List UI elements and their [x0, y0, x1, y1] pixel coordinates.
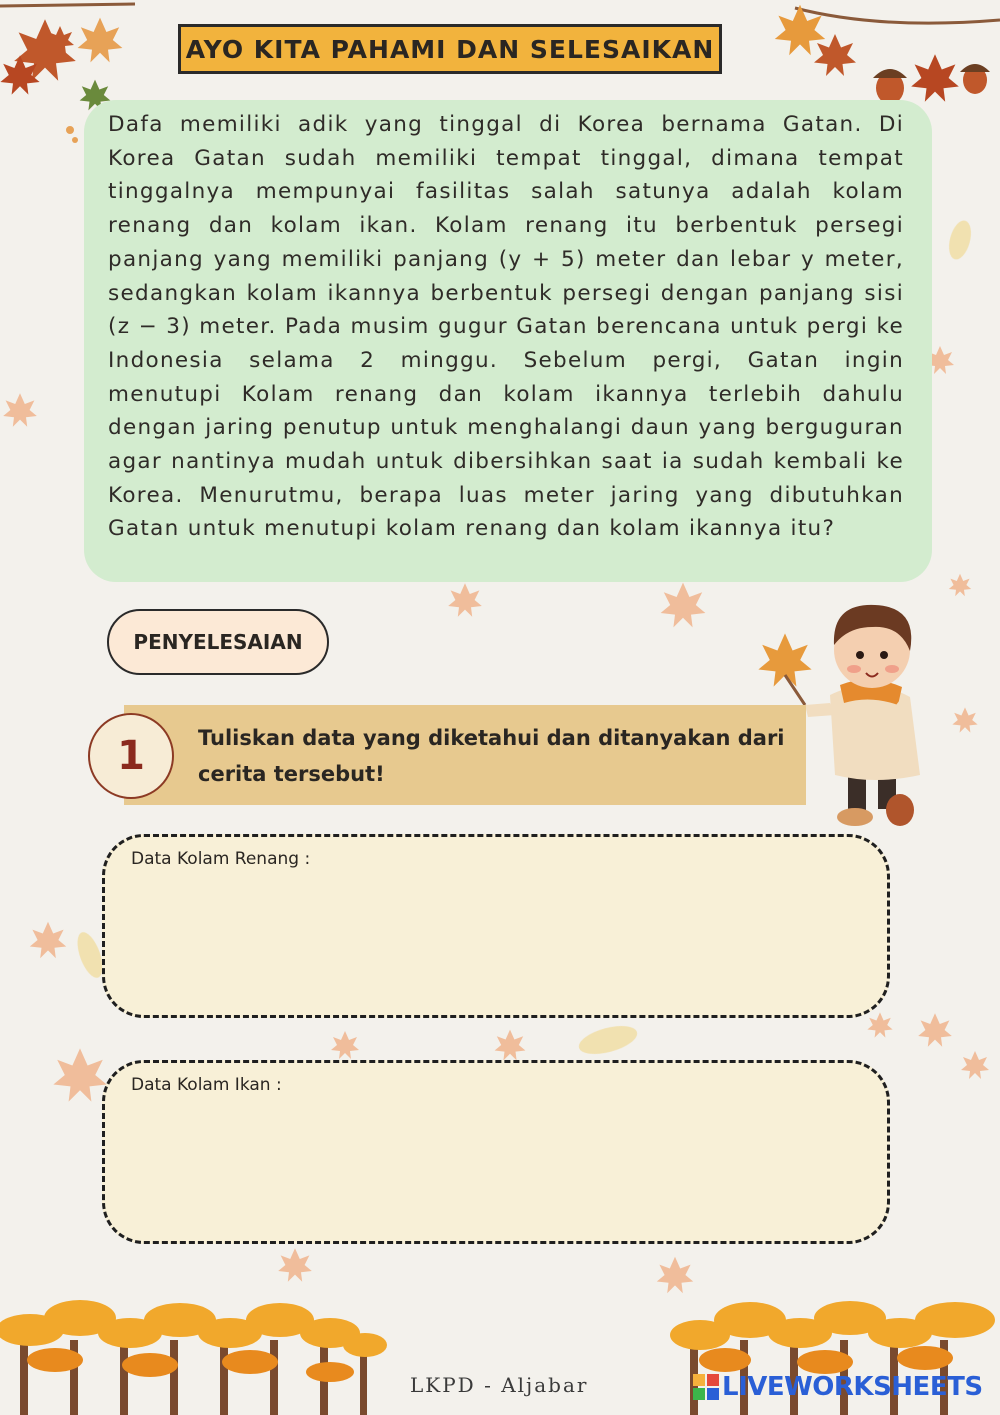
answer-input-kolam-ikan[interactable]: [129, 1107, 863, 1223]
answer-label-kolam-ikan: Data Kolam Ikan :: [131, 1075, 282, 1095]
step-instruction: Tuliskan data yang diketahui dan ditanyakan dari cerita tersebut!: [198, 726, 785, 786]
story-box: [84, 100, 932, 582]
step-number: 1: [117, 733, 145, 779]
solution-heading: [107, 609, 329, 675]
solution-heading-label: PENYELESAIAN: [133, 630, 303, 654]
step-number-badge: [88, 713, 174, 799]
answer-label-kolam-renang: Data Kolam Renang :: [131, 849, 311, 869]
autumn-tree-icon: [0, 1300, 387, 1415]
title-banner: [178, 24, 722, 74]
acorn-icon: [960, 64, 990, 94]
page-title: AYO KITA PAHAMI DAN SELESAIKAN: [185, 34, 715, 64]
answer-box-kolam-renang: [102, 834, 890, 1018]
watermark-text: LIVEWORKSHEETS: [722, 1372, 983, 1402]
answer-box-kolam-ikan: [102, 1060, 890, 1244]
liveworksheets-logo-icon: [692, 1373, 720, 1401]
acorn-icon: [873, 69, 907, 104]
footer-text: LKPD - Aljabar: [410, 1373, 589, 1397]
story-text: Dafa memiliki adik yang tinggal di Korea bernama Gatan. Di Korea Gatan sudah memiliki tempat tinggal, dimana tempat tinggalnya mempunyai fasilitas salah satunya adalah kolam renang dan kolam ikan. Kolam renang itu berbentuk persegi panjang yang memiliki panjang (y + 5) meter dan lebar y meter, sedangkan kolam ikannya berbentuk persegi dengan panjang sisi (z − 3) meter. Pada musim gugur Gatan berencana untuk pergi ke Indonesia selama 2 minggu. Sebelum pergi, Gatan ingin menutupi Kolam renang dan kolam ikannya terlebih dahulu dengan jaring penutup untuk menghalangi daun yang berguguran agar nantinya mudah untuk dibersihkan saat ia sudah kembali ke Korea. Menurutmu, berapa luas meter jaring yang dibutuhkan Gatan untuk menutupi kolam renang dan kolam ikannya itu?: [108, 112, 904, 542]
watermark: [692, 1372, 983, 1402]
top-right-garland-icon: [775, 5, 1000, 104]
answer-input-kolam-renang[interactable]: [129, 881, 863, 997]
